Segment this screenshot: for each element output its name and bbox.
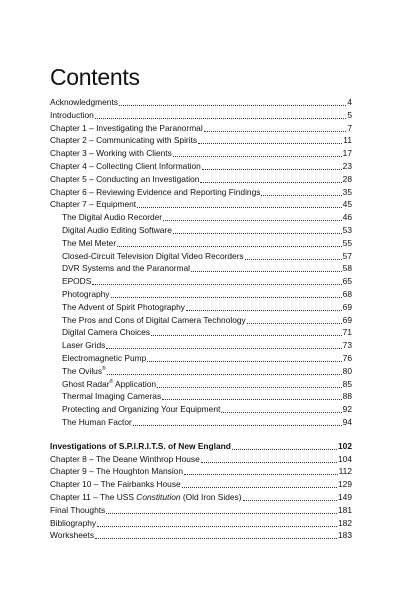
toc-entry-label: Chapter 7 – Equipment (50, 199, 137, 210)
dot-leader (198, 136, 342, 144)
toc-entry-label: Protecting and Organizing Your Equipment (62, 404, 221, 415)
toc-entry-label: DVR Systems and the Paranormal (62, 263, 191, 274)
dot-leader (106, 341, 341, 349)
table-of-contents (50, 96, 352, 542)
dot-leader (186, 303, 342, 311)
dot-leader (137, 200, 342, 208)
toc-entry[interactable] (50, 109, 352, 122)
dot-leader (95, 531, 337, 539)
toc-page-number: 88 (342, 391, 352, 402)
toc-page-number: 69 (342, 301, 352, 312)
dot-leader (157, 380, 342, 388)
dot-leader (201, 455, 337, 463)
dot-leader (97, 519, 337, 527)
dot-leader (173, 149, 342, 157)
toc-subentry[interactable] (50, 211, 352, 224)
dot-leader (243, 493, 338, 501)
toc-page-number: 17 (342, 148, 352, 159)
toc-page-number: 11 (343, 135, 352, 146)
registered-mark: ® (102, 365, 106, 372)
toc-entry[interactable] (50, 134, 352, 147)
dot-leader (221, 405, 341, 413)
toc-entry[interactable] (50, 465, 352, 478)
toc-entry[interactable] (50, 96, 352, 109)
dot-leader (202, 162, 342, 170)
toc-page-number: 104 (338, 453, 352, 464)
toc-entry[interactable] (50, 453, 352, 466)
toc-entry-label: Thermal Imaging Cameras (62, 391, 162, 402)
toc-entry-label: Chapter 3 – Working with Clients (50, 148, 172, 159)
toc-entry-label: The Advent of Spirit Photography (62, 301, 185, 312)
dot-leader (232, 442, 337, 450)
dot-leader (106, 506, 337, 514)
toc-entry-label: Chapter 1 – Investigating the Paranormal (50, 122, 203, 133)
toc-entry-label: Digital Camera Choices (62, 327, 150, 338)
toc-page-number: 53 (342, 224, 352, 235)
toc-entry[interactable] (50, 173, 352, 186)
toc-page-number: 45 (342, 199, 352, 210)
toc-entry-label (62, 365, 106, 378)
toc-entry-label-italic: Constitution (136, 491, 181, 502)
dot-leader (117, 239, 342, 247)
toc-page-number: 76 (342, 352, 352, 363)
toc-page-number: 71 (342, 327, 352, 338)
toc-page-number: 112 (338, 466, 352, 477)
toc-subentry[interactable] (50, 275, 352, 288)
toc-entry-label: The Digital Audio Recorder (62, 212, 163, 223)
section-gap (50, 429, 352, 440)
dot-leader (245, 252, 342, 260)
toc-subentry[interactable] (50, 250, 352, 263)
toc-entry-label: Chapter 10 – The Fairbanks House (50, 479, 181, 490)
toc-entry-label (62, 378, 156, 391)
toc-page-number: 69 (342, 314, 352, 325)
dot-leader (151, 328, 342, 336)
toc-entry[interactable] (50, 122, 352, 135)
toc-subentry[interactable] (50, 326, 352, 339)
toc-page-number: 92 (342, 404, 352, 415)
toc-page-number: 183 (338, 530, 352, 541)
toc-entry[interactable] (50, 147, 352, 160)
dot-leader (119, 98, 346, 106)
dot-leader (147, 354, 341, 362)
toc-page-number: 55 (342, 237, 352, 248)
toc-page-number: 23 (342, 160, 352, 171)
toc-page-number: 68 (342, 288, 352, 299)
toc-entry[interactable] (50, 160, 352, 173)
toc-entry-label-text: Ghost Radar (62, 378, 110, 389)
toc-subentry[interactable] (50, 301, 352, 314)
toc-entry[interactable] (50, 529, 352, 542)
toc-entry-label: Investigations of S.P.I.R.I.T.S. of New England (50, 440, 231, 451)
toc-subentry[interactable] (50, 390, 352, 403)
toc-page-number: 4 (347, 97, 352, 107)
page-title: Contents (50, 64, 140, 90)
toc-entry-label: Chapter 8 – The Deane Winthrop House (50, 453, 200, 464)
toc-section-heading[interactable] (50, 440, 352, 453)
toc-page-number: 28 (342, 173, 352, 184)
toc-page-number: 182 (338, 517, 352, 528)
toc-entry-label: Acknowledgments (50, 97, 118, 107)
toc-page-number: 102 (338, 440, 352, 451)
toc-page-number: 129 (338, 479, 352, 490)
dot-leader (111, 290, 342, 298)
toc-page-number: 5 (347, 109, 352, 120)
toc-entry[interactable] (50, 198, 352, 211)
dot-leader (107, 367, 342, 375)
dot-leader (162, 392, 342, 400)
toc-entry-label-suffix: Application (113, 378, 157, 389)
dot-leader (200, 175, 341, 183)
dot-leader (95, 111, 347, 119)
dot-leader (163, 213, 342, 221)
toc-entry[interactable] (50, 186, 352, 199)
toc-subentry[interactable] (50, 314, 352, 327)
toc-page-number: 85 (342, 378, 352, 389)
toc-page-number: 35 (342, 186, 352, 197)
toc-page-number: 94 (342, 416, 352, 427)
dot-leader (247, 316, 342, 324)
toc-page-number: 7 (347, 122, 352, 133)
toc-entry-label: Introduction (50, 109, 94, 120)
registered-mark: ® (109, 378, 114, 385)
dot-leader (204, 124, 347, 132)
toc-entry-label: Chapter 9 – The Houghton Mansion (50, 466, 184, 477)
toc-page-number: 46 (342, 212, 352, 223)
toc-entry-label: Closed-Circuit Television Digital Video Recorders (62, 250, 244, 261)
toc-subentry[interactable] (50, 378, 352, 391)
dot-leader (184, 467, 338, 475)
toc-subentry[interactable] (50, 365, 352, 378)
toc-entry[interactable] (50, 478, 352, 491)
toc-subentry[interactable] (50, 403, 352, 416)
toc-subentry[interactable] (50, 339, 352, 352)
toc-entry-label: Chapter 6 – Reviewing Evidence and Reporting Findings (50, 186, 261, 197)
toc-entry-label: The Pros and Cons of Digital Camera Technology (62, 314, 246, 325)
toc-entry-label: Photography (62, 288, 110, 299)
toc-entry-label: The Mel Meter (62, 237, 116, 248)
dot-leader (261, 188, 341, 196)
toc-entry[interactable] (50, 504, 352, 517)
toc-page-number: 65 (342, 276, 352, 287)
toc-entry[interactable] (50, 517, 352, 530)
dot-leader (133, 418, 342, 426)
toc-page-number: 58 (342, 263, 352, 274)
toc-entry-label: Bibliography (50, 517, 97, 528)
toc-page-number: 149 (338, 491, 352, 502)
toc-entry-label: Worksheets (50, 530, 95, 541)
dot-leader (92, 277, 341, 285)
dot-leader (191, 264, 342, 272)
toc-entry-label: Chapter 4 – Collecting Client Information (50, 160, 201, 171)
toc-entry-label: EPODS (62, 276, 92, 287)
toc-entry-label: The Human Factor (62, 416, 132, 427)
toc-entry-label-text: The Ovilus (62, 365, 103, 376)
toc-page-number: 73 (342, 340, 352, 351)
toc-entry-label-suffix: (Old Iron Sides) (180, 491, 242, 502)
toc-page-number: 57 (342, 250, 352, 261)
toc-entry-label: Digital Audio Editing Software (62, 224, 172, 235)
toc-subentry[interactable] (50, 416, 352, 429)
toc-entry-label: Chapter 2 – Communicating with Spirits (50, 135, 198, 146)
toc-subentry[interactable] (50, 352, 352, 365)
toc-entry[interactable] (50, 491, 352, 504)
toc-entry-label: Chapter 5 – Conducting an Investigation (50, 173, 200, 184)
toc-subentry[interactable] (50, 224, 352, 237)
dot-leader (182, 480, 337, 488)
toc-entry-label: Laser Grids (62, 340, 106, 351)
dot-leader (173, 226, 342, 234)
toc-page-number: 80 (342, 365, 352, 376)
toc-entry-label (50, 491, 242, 504)
toc-subentry[interactable] (50, 237, 352, 250)
toc-subentry[interactable] (50, 262, 352, 275)
toc-entry-label: Electromagnetic Pump (62, 352, 147, 363)
toc-page-number: 181 (338, 504, 352, 515)
toc-entry-label-text: Chapter 11 – The USS (50, 491, 137, 502)
toc-entry-label: Final Thoughts (50, 504, 106, 515)
toc-subentry[interactable] (50, 288, 352, 301)
